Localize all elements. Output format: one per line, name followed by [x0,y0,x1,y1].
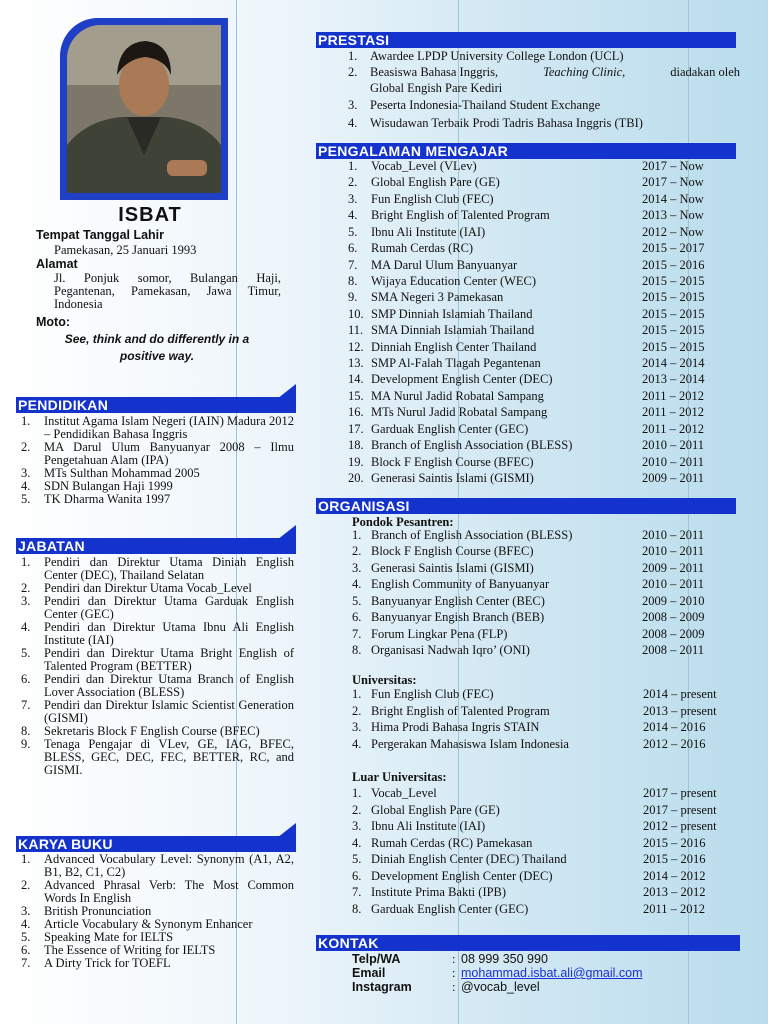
item-text: Speaking Mate for IELTS [44,930,174,944]
item-text: Pendiri dan Direktur Islamic Scientist Generation (GISMI) [44,698,294,725]
list-item [16,441,294,467]
item-year: 2013 – 2012 [643,885,706,899]
instagram-value: @vocab_level [461,980,540,994]
item-text: Dinniah English Center Thailand [371,339,537,354]
item-text: Diniah English Center (DEC) Thailand [371,852,567,866]
item-text: MTs Sulthan Mohammad 2005 [44,466,200,480]
colon: : [452,980,456,994]
item-text: Rumah Cerdas (RC) Pamekasan [371,835,533,850]
item-text: Pendiri dan Direktur Utama Vocab_Level [44,581,252,595]
item-text: Vocab_Level (VLev) [371,159,477,173]
item-number: 2. [21,878,31,892]
item-number: 4. [21,917,31,931]
item-year: 2015 – 2015 [642,339,705,354]
item-number: 5. [21,930,31,944]
item-number: 20. [348,470,364,485]
item-number: 16. [348,405,364,420]
item-text: Tenaga Pengajar di VLev, GE, IAG, BFEC, BLESS, GEC, DEC, FEC, BETTER, RC, and GISMI. [44,737,294,777]
item-number: 1. [352,786,362,800]
item-number: 1. [352,687,362,701]
item-text: Banyuanyar English Center (BEC) [371,593,545,608]
list-item [16,738,294,777]
item-year: 2015 – 2015 [642,290,705,305]
item-text: Banyuanyar Engish Branch (BEB) [371,610,545,625]
item-number: 13. [348,356,364,371]
item-number: 1. [21,852,31,866]
list-item [16,879,294,905]
item-text: Organisasi Nadwah Iqro’ (ONI) [371,642,530,657]
item-number: 5. [21,492,31,506]
item-number: 4. [21,479,31,493]
section-header-pengalaman: PENGALAMAN MENGAJAR [316,143,736,159]
motto-value: See, think and do differently in a positive way. [64,332,250,363]
list-item [16,673,294,699]
item-text: Ibnu Ali Institute (IAI) [371,819,486,833]
jabatan-list [16,556,294,777]
item-text: Advanced Phrasal Verb: The Most Common Words In English [44,878,294,905]
item-year: 2009 – 2010 [642,593,705,608]
item-year: 2010 – 2011 [642,528,705,542]
item-number: 2. [21,440,31,454]
profile-photo [67,25,221,193]
colon: : [452,952,456,966]
item-text: The Essence of Writing for IELTS [44,943,216,957]
item-year: 2011 – 2012 [642,388,705,403]
item-text: Bright English of Talented Program [371,703,550,718]
item-year: 2013 – Now [642,208,704,223]
telp-value: 08 999 350 990 [461,952,548,966]
item-year: 2010 – 2011 [642,577,705,592]
item-number: 7. [352,885,362,899]
section-header-jabatan: JABATAN [16,538,296,554]
item-text: A Dirty Trick for TOEFL [44,956,171,970]
item-year: 2017 – Now [642,159,704,173]
item-number: 19. [348,454,364,469]
item-year: 2012 – 2016 [643,736,706,751]
item-text: Vocab_Level [371,786,437,800]
item-text: Rumah Cerdas (RC) [371,241,474,256]
item-year: 2010 – 2011 [642,544,705,559]
item-number: 5. [21,646,31,660]
item-number: 3. [352,720,362,734]
item-number: 1. [21,555,31,569]
list-item [16,957,294,970]
item-text: Advanced Vocabulary Level: Synonym (A1, A2, B1, B2, C1, C2) [44,852,294,879]
item-number: 3. [21,904,31,918]
profile-photo-frame [60,18,228,200]
item-year: 2014 – 2014 [642,356,705,371]
item-text: SMA Negeri 3 Pamekasan [371,290,504,305]
item-year: 2010 – 2011 [642,438,705,453]
item-number: 5. [352,593,362,608]
item-number: 8. [21,724,31,738]
item-year: 2009 – 2011 [642,470,705,485]
item-year: 2008 – 2009 [642,626,705,641]
item-text: Wijaya Education Center (WEC) [371,273,537,288]
item-number: 14. [348,372,364,387]
item-text: Bright English of Talented Program [371,208,550,223]
item-text: Branch of English Association (BLESS) [371,438,573,453]
item-number: 9. [21,737,31,751]
item-number: 3. [352,819,362,833]
item-year: 2014 – 2012 [643,868,706,883]
item-text: MA Nurul Jadid Robatal Sampang [371,388,544,403]
item-text: Ibnu Ali Institute (IAI) [371,224,486,239]
item-year: 2015 – 2015 [642,273,705,288]
item-year: 2011 – 2012 [642,421,705,436]
item-year: 2013 – present [643,703,717,718]
item-number: 3. [21,466,31,480]
universitas-label: Universitas: [352,673,417,687]
item-text: MA Darul Ulum Banyuanyar 2008 – Ilmu Pengetahuan Alam (IPA) [44,440,294,467]
pondok-label: Pondok Pesantren: [352,515,454,529]
item-year: 2015 – 2016 [642,257,705,272]
item-text: Generasi Saintis Islami (GISMI) [371,560,534,575]
item-number: 3. [21,594,31,608]
item-number: 8. [352,901,362,916]
item-year: 2008 – 2011 [642,642,705,657]
item-number: 1. [21,414,31,428]
instagram-label: Instagram [352,980,412,994]
item-number: 15. [348,388,364,403]
item-number: 1. [348,159,358,173]
item-year: 2017 – Now [642,175,704,190]
list-item [16,647,294,673]
item-number: 7. [21,956,31,970]
item-text: Institute Prima Bakti (IPB) [371,885,507,899]
item-text: TK Dharma Wanita 1997 [44,492,171,506]
item-number: 17. [348,421,364,436]
item-text: SMA Dinniah Islamiah Thailand [371,323,535,338]
item-year: 2011 – 2012 [642,405,705,420]
item-year: 2015 – 2016 [643,852,706,866]
section-header-organisasi: ORGANISASI [316,498,736,514]
item-text: SMP Dinniah Islamiah Thailand [371,306,533,321]
item-number: 2. [348,175,358,190]
item-text: English Community of Banyuanyar [371,577,550,592]
item-text: British Pronunciation [44,904,152,918]
section-header-kontak: KONTAK [316,935,740,951]
item-number: 12. [348,339,364,354]
item-text: Pendiri dan Direktur Utama Branch of English Lover Association (BLESS) [44,672,294,699]
item-year: 2012 – Now [642,224,704,239]
item-text: MTs Nurul Jadid Robatal Sampang [371,405,548,420]
item-number: 6. [21,943,31,957]
item-year: 2017 – present [643,786,717,800]
email-label: Email [352,966,386,980]
item-number: 4. [352,736,362,751]
section-header-karya-buku: KARYA BUKU [16,836,296,852]
item-year: 2013 – 2014 [642,372,705,387]
list-item [16,415,294,441]
item-text: Institut Agama Islam Negeri (IAIN) Madura 2012 – Pendidikan Bahasa Inggris [44,414,294,441]
item-text: Garduak English Center (GEC) [371,901,529,916]
item-text: Pendiri dan Direktur Utama Ibnu Ali English Institute (IAI) [44,620,294,647]
pendidikan-list [16,415,294,506]
item-number: 9. [348,290,358,305]
item-number: 1. [352,528,362,542]
item-number: 8. [348,273,358,288]
item-number: 11. [348,323,364,338]
item-number: 6. [348,241,358,256]
item-text: Generasi Saintis Islami (GISMI) [371,470,534,485]
item-number: 4. [352,577,362,592]
section-header-pendidikan: PENDIDIKAN [16,397,296,413]
item-text: Development English Center (DEC) [371,868,553,883]
list-item [16,556,294,582]
item-text: Fun English Club (FEC) [371,191,494,206]
telp-label: Telp/WA [352,952,401,966]
item-text: Article Vocabulary & Synonym Enhancer [44,917,253,931]
item-number: 10. [348,306,364,321]
item-number: 6. [21,672,31,686]
list-item [16,621,294,647]
item-year: 2010 – 2011 [642,454,705,469]
item-number: 4. [352,835,362,850]
item-number: 4. [348,208,358,223]
item-text: SMP Al-Falah Tlagah Pegantenan [371,356,541,371]
item-year: 2014 – 2016 [643,720,706,734]
item-text: Global English Pare (GE) [371,802,500,817]
item-text: Block F English Course (BFEC) [371,454,534,469]
item-text: Pendiri dan Direktur Utama Garduak English Center (GEC) [44,594,294,621]
email-link[interactable]: mohammad.isbat.ali@gmail.com [461,966,643,980]
item-text: Branch of English Association (BLESS) [371,528,573,542]
item-number: 18. [348,438,364,453]
item-text: Global English Pare (GE) [371,175,500,190]
luar-universitas-label: Luar Universitas: [352,770,447,784]
address-label: Alamat [36,257,78,271]
item-number: 4. [21,620,31,634]
item-number: 7. [21,698,31,712]
item-text: Pergerakan Mahasiswa Islam Indonesia [371,736,569,751]
item-number: 6. [352,868,362,883]
item-text: Garduak English Center (GEC) [371,421,529,436]
item-number: 5. [352,852,362,866]
item-number: 8. [352,642,362,657]
item-text: SDN Bulangan Haji 1999 [44,479,173,493]
item-year: 2015 – 2016 [643,835,706,850]
item-year: 2014 – Now [642,191,704,206]
item-number: 2. [21,581,31,595]
address-value: Jl. Ponjuk somor, Bulangan Haji, Pegantenan, Pamekasan, Jawa Timur, Indonesia [54,271,281,311]
item-number: 2. [352,544,362,559]
item-number: 3. [352,560,362,575]
list-item [16,699,294,725]
item-text: Pendiri dan Direktur Utama Bright English of Talented Program (BETTER) [44,646,294,673]
item-text: Fun English Club (FEC) [371,687,494,701]
item-number: 6. [352,610,362,625]
item-year: 2015 – 2015 [642,306,705,321]
list-item [16,595,294,621]
karya-buku-list [16,853,294,970]
item-text: MA Darul Ulum Banyuanyar [371,257,518,272]
list-item [16,493,294,506]
profile-name: ISBAT [118,204,182,226]
item-number: 7. [348,257,358,272]
item-year: 2012 – present [643,819,717,833]
item-number: 7. [352,626,362,641]
motto-label: Moto: [36,315,71,329]
birth-value: Pamekasan, 25 Januari 1993 [54,243,197,257]
item-year: 2015 – 2015 [642,323,705,338]
item-text: Development English Center (DEC) [371,372,553,387]
item-text: Hima Prodi Bahasa Ingris STAIN [371,720,540,734]
item-text: Block F English Course (BFEC) [371,544,534,559]
item-year: 2011 – 2012 [643,901,706,916]
item-number: 2. [352,703,362,718]
item-year: 2008 – 2009 [642,610,705,625]
birth-label: Tempat Tanggal Lahir [36,228,165,242]
item-year: 2017 – present [643,802,717,817]
item-year: 2015 – 2017 [642,241,705,256]
item-number: 5. [348,224,358,239]
item-text: Pendiri dan Direktur Utama Diniah English Center (DEC), Thailand Selatan [44,555,294,582]
item-year: 2014 – present [643,687,717,701]
item-text: Forum Lingkar Pena (FLP) [371,626,508,641]
colon: : [452,966,456,980]
item-year: 2009 – 2011 [642,560,705,575]
section-header-prestasi: PRESTASI [316,32,736,48]
list-item [16,853,294,879]
item-number: 2. [352,802,362,817]
item-number: 3. [348,191,358,206]
item-text: Sekretaris Block F English Course (BFEC) [44,724,260,738]
